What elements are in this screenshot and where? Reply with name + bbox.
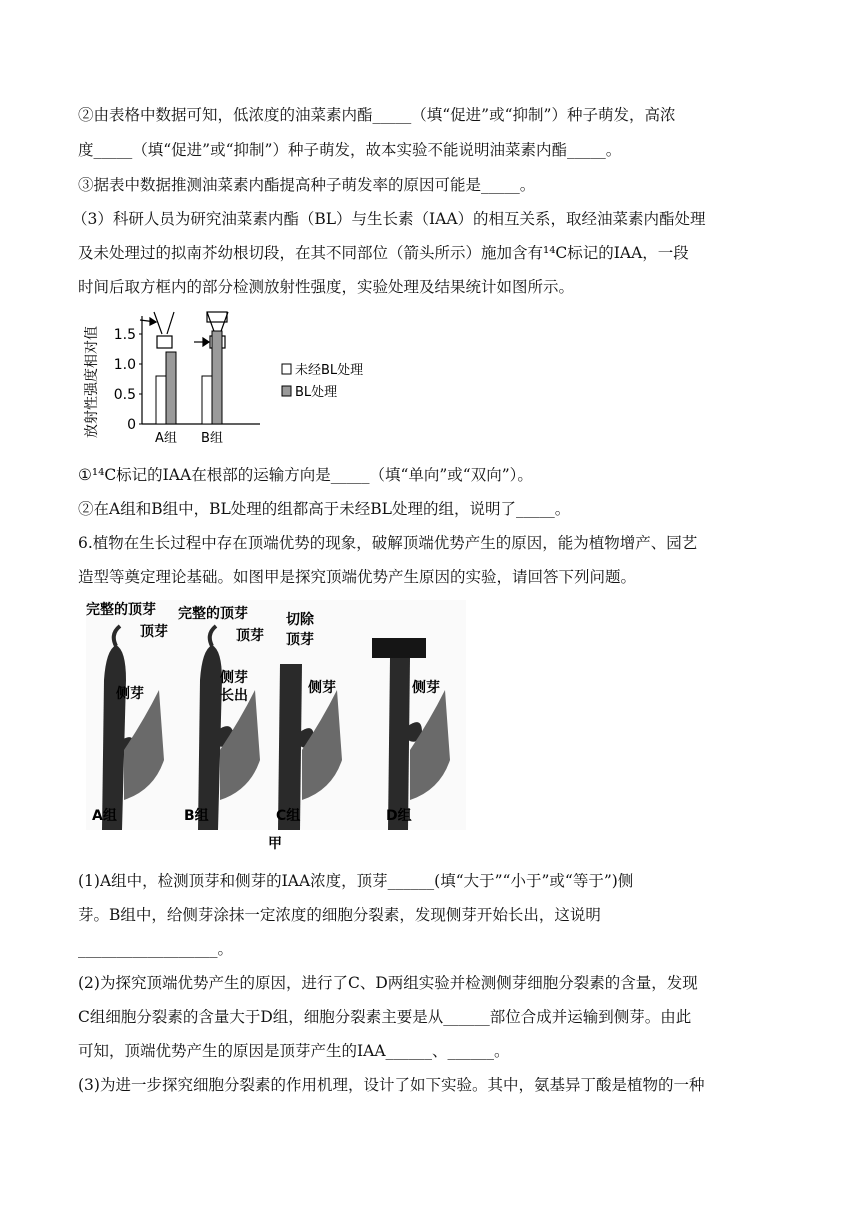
- figure-caption: 甲: [268, 836, 282, 852]
- y-axis-label: 放射性强度相对值: [84, 326, 100, 438]
- legend-label-bl: BL处理: [295, 385, 338, 400]
- bar-untreated-a: [156, 376, 166, 424]
- text-line: (2)为探究顶端优势产生的原因，进行了C、D两组实验并检测侧芽细胞分裂素的含量，发现: [78, 974, 698, 992]
- stem: [278, 664, 302, 830]
- text-line: ②在A组和B组中，BL处理的组都高于未经BL处理的组，说明了_____。: [78, 500, 571, 518]
- label-lateral-bud: 侧芽: [308, 680, 336, 696]
- apical-dominance-figure: [86, 600, 466, 855]
- cap-block: [372, 638, 426, 658]
- text-line: 芽。B组中，给侧芽涂抹一定浓度的细胞分裂素，发现侧芽开始长出，这说明: [78, 906, 601, 924]
- radioactivity-bar-chart: [82, 306, 382, 456]
- x-tick-label: B组: [201, 431, 223, 446]
- label-apical-bud: 顶芽: [236, 628, 264, 644]
- legend-label-untreated: 未经BL处理: [295, 363, 364, 378]
- text-line: (3)为进一步探究细胞分裂素的作用机理，设计了如下实验。其中，氨基异丁酸是植物的一种: [78, 1076, 705, 1094]
- text-line: ②由表格中数据可知，低浓度的油菜素内酯_____（填“促进”或“抑制”）种子萌发，高浓: [78, 106, 676, 124]
- label-complete-apical-bud: 完整的顶芽: [178, 606, 248, 622]
- group-label-c: C组: [276, 808, 301, 824]
- y-tick-label: 0: [127, 417, 136, 433]
- legend: [282, 362, 363, 400]
- bar-bl-b: [212, 331, 222, 424]
- label-grown-out: 长出: [220, 688, 248, 704]
- label-apical-bud: 顶芽: [140, 624, 168, 640]
- label-complete-apical-bud: 完整的顶芽: [86, 602, 156, 618]
- text-line: 度_____（填“促进”或“抑制”）种子萌发，故本实验不能说明油菜素内酯_____。: [78, 141, 622, 159]
- label-apical-bud: 顶芽: [286, 632, 314, 648]
- text-line: 造型等奠定理论基础。如图甲是探究顶端优势产生原因的实验，请回答下列问题。: [78, 568, 637, 586]
- text-line: 时间后取方框内的部分检测放射性强度，实验处理及结果统计如图所示。: [78, 278, 575, 296]
- text-line: 6.植物在生长过程中存在顶端优势的现象，破解顶端优势产生的原因，能为植物增产、园艺: [78, 534, 698, 552]
- stem: [388, 658, 410, 830]
- legend-swatch-untreated: [282, 364, 291, 374]
- x-tick-label: A组: [155, 431, 177, 446]
- legend-swatch-bl: [282, 386, 291, 396]
- bar-bl-a: [166, 352, 176, 424]
- text-line: __________________。: [78, 940, 234, 958]
- diagram-group-b: [194, 312, 228, 348]
- y-tick-label: 1.0: [113, 357, 136, 373]
- text-line: （3）科研人员为研究油菜素内酯（BL）与生长素（IAA）的相互关系，取经油菜素内酯处理: [72, 210, 706, 228]
- label-lateral-bud: 侧芽: [412, 680, 440, 696]
- y-tick-label: 1.5: [113, 327, 136, 343]
- text-line: C组细胞分裂素的含量大于D组，细胞分裂素主要是从______部位合成并运输到侧芽。由此: [78, 1008, 692, 1026]
- text-line: 及未处理过的拟南芥幼根切段，在其不同部位（箭头所示）施加含有¹⁴C标记的IAA，一段: [78, 244, 689, 262]
- text-line: ①¹⁴C标记的IAA在根部的运输方向是_____（填“单向”或“双向”）。: [78, 466, 533, 484]
- stem: [102, 645, 126, 830]
- bar-untreated-b: [202, 376, 212, 424]
- bars: [156, 331, 222, 424]
- label-remove: 切除: [286, 612, 314, 628]
- group-label-b: B组: [184, 808, 209, 824]
- label-lateral-bud: 侧芽: [116, 686, 144, 702]
- text-line: 可知，顶端优势产生的原因是顶芽产生的IAA______、______。: [78, 1042, 510, 1060]
- label-lateral-bud: 侧芽: [220, 670, 248, 686]
- diagram-group-a: [140, 312, 174, 348]
- text-line: (1)A组中，检测顶芽和侧芽的IAA浓度，顶芽______(填“大于”“小于”或“等于”)侧: [78, 872, 634, 890]
- group-label-a: A组: [92, 808, 117, 824]
- y-tick-label: 0.5: [113, 387, 136, 403]
- text-line: ③据表中数据推测油菜素内酯提高种子萌发率的原因可能是_____。: [78, 176, 536, 194]
- group-label-d: D组: [386, 808, 412, 824]
